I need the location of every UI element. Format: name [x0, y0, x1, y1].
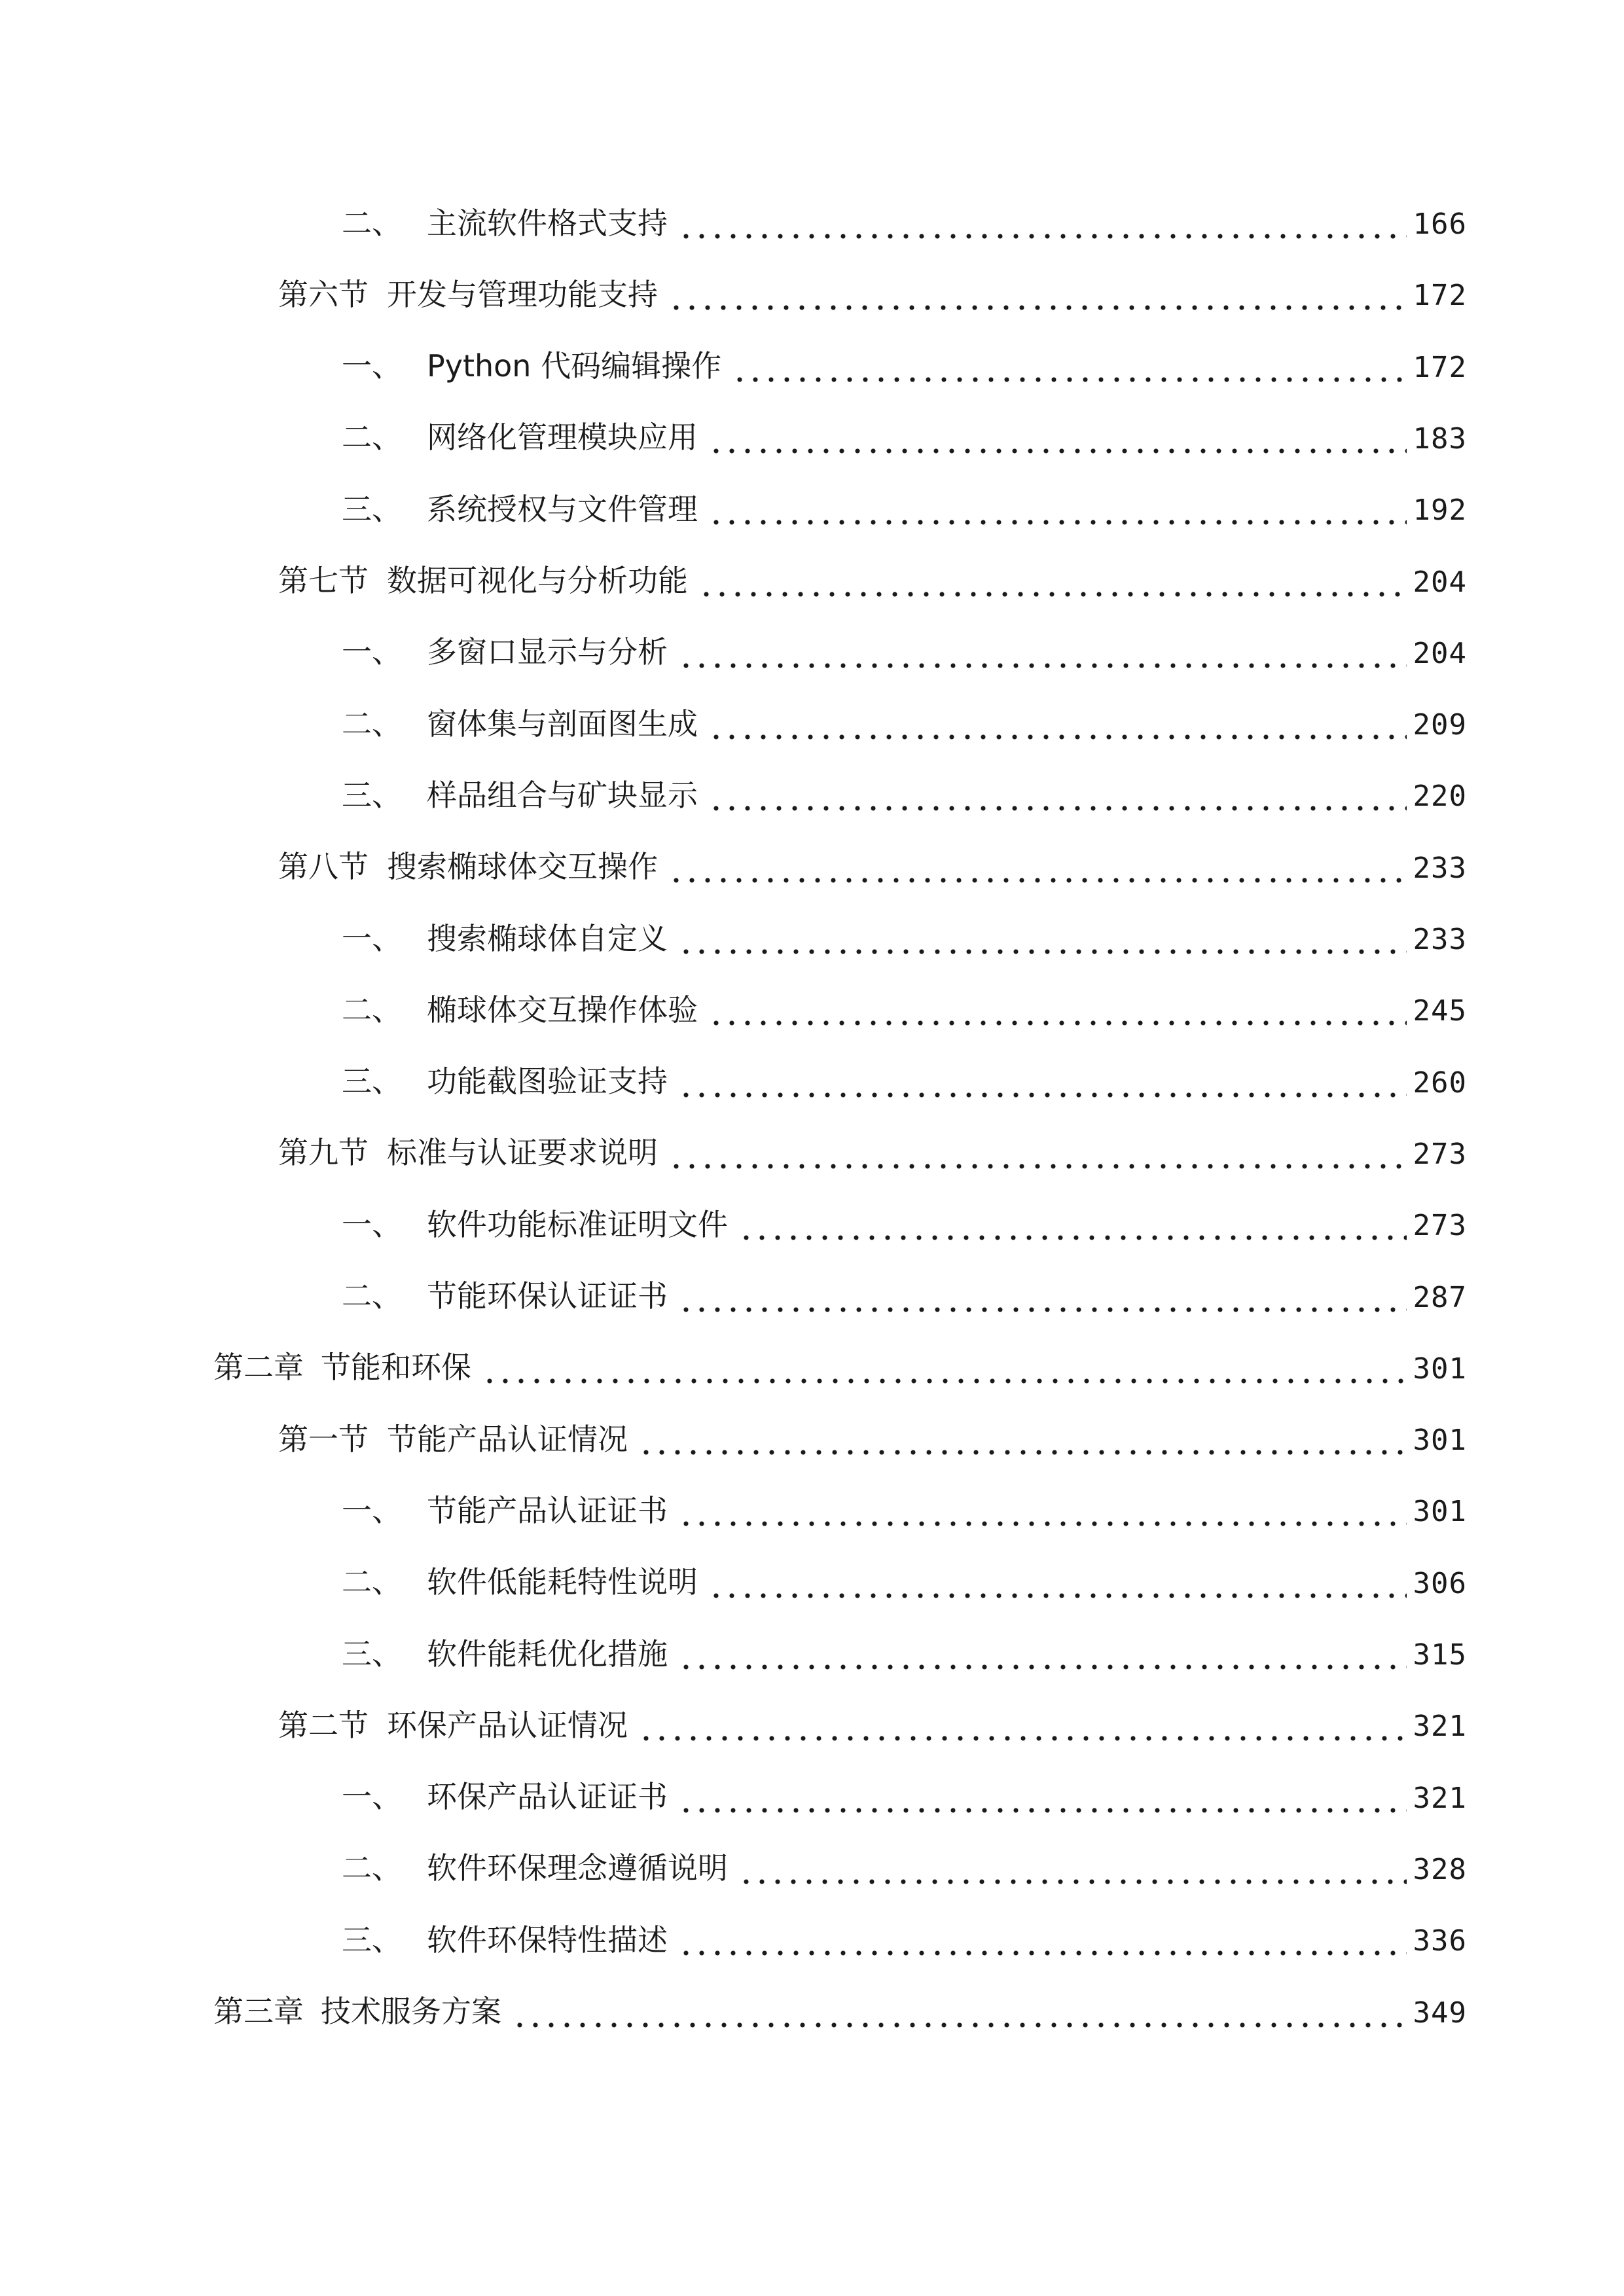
toc-entry-page-number: 260 — [1413, 1066, 1467, 1100]
toc-entry-page-number: 315 — [1413, 1638, 1467, 1672]
toc-entry-page-number: 204 — [1413, 565, 1467, 599]
toc-entry-section[interactable] — [278, 548, 1467, 600]
dot-leader — [637, 1712, 1407, 1742]
dot-leader — [677, 925, 1407, 955]
toc-entry-number: 三、 — [342, 1636, 402, 1672]
toc-entry-number: 一、 — [342, 1206, 402, 1242]
toc-entry-title: 环保产品认证证书 — [427, 1779, 668, 1815]
dot-leader — [677, 1068, 1407, 1098]
toc-entry-page-number: 301 — [1413, 1495, 1467, 1529]
toc-entry-page-number: 328 — [1413, 1852, 1467, 1886]
toc-entry-number: 第一节 — [278, 1421, 369, 1457]
toc-entry-number: 一、 — [342, 1492, 402, 1528]
toc-entry-section[interactable] — [278, 1406, 1467, 1458]
toc-entry-title: 节能和环保 — [321, 1350, 471, 1386]
toc-entry-page-number: 204 — [1413, 636, 1467, 670]
dot-leader — [707, 996, 1407, 1026]
toc-entry-number: 第八节 — [278, 849, 369, 885]
dot-leader — [677, 1926, 1407, 1956]
dot-leader — [737, 1211, 1407, 1241]
toc-entry-title: 软件能耗优化措施 — [427, 1636, 668, 1672]
toc-entry-chapter[interactable] — [213, 1979, 1467, 2031]
toc-entry-page-number: 220 — [1413, 780, 1467, 814]
dot-leader — [707, 1569, 1407, 1599]
toc-entry-item[interactable] — [342, 333, 1467, 386]
toc-entry-item[interactable] — [342, 1263, 1467, 1316]
dot-leader — [677, 1784, 1407, 1814]
dot-leader — [677, 1497, 1407, 1527]
toc-entry-title: 系统授权与文件管理 — [427, 491, 698, 527]
toc-entry-item[interactable] — [342, 404, 1467, 457]
toc-entry-page-number: 192 — [1413, 493, 1467, 528]
toc-entry-number: 一、 — [342, 920, 402, 956]
toc-entry-chapter[interactable] — [213, 1335, 1467, 1387]
toc-entry-section[interactable] — [278, 1120, 1467, 1172]
dot-leader — [697, 567, 1407, 598]
toc-entry-title: 开发与管理功能支持 — [387, 276, 658, 312]
toc-entry-page-number: 321 — [1413, 1710, 1467, 1744]
toc-entry-title: 环保产品认证情况 — [387, 1707, 628, 1743]
toc-entry-item[interactable] — [342, 905, 1467, 958]
toc-entry-title: 技术服务方案 — [321, 1994, 501, 2029]
toc-entry-number: 第三章 — [213, 1994, 304, 2029]
toc-entry-title: 椭球体交互操作体验 — [427, 992, 698, 1028]
toc-entry-page-number: 172 — [1413, 350, 1467, 384]
toc-entry-title: 搜索椭球体交互操作 — [387, 849, 658, 885]
dot-leader — [667, 1139, 1407, 1170]
dot-leader — [707, 424, 1407, 454]
toc-entry-item[interactable] — [342, 762, 1467, 814]
toc-entry-number: 第二节 — [278, 1707, 369, 1743]
toc-entry-item[interactable] — [342, 977, 1467, 1029]
toc-entry-number: 一、 — [342, 348, 402, 384]
toc-entry-item[interactable] — [342, 476, 1467, 528]
toc-entry-number: 二、 — [342, 205, 402, 241]
toc-entry-page-number: 321 — [1413, 1781, 1467, 1815]
toc-entry-title: 搜索椭球体自定义 — [427, 920, 668, 956]
toc-entry-title: 节能产品认证证书 — [427, 1492, 668, 1528]
toc-entry-number: 二、 — [342, 706, 402, 742]
dot-leader — [677, 209, 1407, 240]
toc-entry-item[interactable] — [342, 1049, 1467, 1101]
toc-entry-title: 数据可视化与分析功能 — [387, 563, 688, 598]
toc-entry-page-number: 287 — [1413, 1280, 1467, 1314]
toc-entry-item[interactable] — [342, 1835, 1467, 1888]
toc-entry-title: 功能截图验证支持 — [427, 1064, 668, 1100]
toc-entry-title: 多窗口显示与分析 — [427, 634, 668, 670]
toc-entry-page-number: 245 — [1413, 994, 1467, 1028]
toc-entry-page-number: 209 — [1413, 708, 1467, 742]
toc-entry-item[interactable] — [342, 190, 1467, 242]
toc-entry-section[interactable] — [278, 261, 1467, 314]
toc-entry-number: 第七节 — [278, 563, 369, 598]
toc-entry-number: 一、 — [342, 634, 402, 670]
toc-entry-number: 第六节 — [278, 276, 369, 312]
toc-entry-title: Python 代码编辑操作 — [427, 348, 722, 384]
dot-leader — [707, 710, 1407, 740]
toc-entry-number: 二、 — [342, 1278, 402, 1314]
toc-entry-section[interactable] — [278, 1692, 1467, 1744]
toc-entry-item[interactable] — [342, 1621, 1467, 1673]
toc-entry-page-number: 172 — [1413, 279, 1467, 313]
toc-entry-title: 软件功能标准证明文件 — [427, 1206, 728, 1242]
toc-entry-number: 二、 — [342, 992, 402, 1028]
toc-entry-title: 节能环保认证证书 — [427, 1278, 668, 1314]
toc-entry-page-number: 273 — [1413, 1209, 1467, 1243]
toc-entry-number: 二、 — [342, 1850, 402, 1886]
dot-leader — [667, 281, 1407, 311]
toc-entry-number: 第九节 — [278, 1135, 369, 1171]
toc-entry-page-number: 166 — [1413, 207, 1467, 241]
dot-leader — [707, 781, 1407, 812]
toc-entry-title: 标准与认证要求说明 — [387, 1135, 658, 1171]
dot-leader — [480, 1354, 1407, 1384]
toc-entry-item[interactable] — [342, 1477, 1467, 1530]
toc-entry-title: 网络化管理模块应用 — [427, 420, 698, 456]
toc-entry-number: 三、 — [342, 491, 402, 527]
toc-entry-number: 三、 — [342, 1064, 402, 1100]
dot-leader — [667, 853, 1407, 884]
toc-entry-section[interactable] — [278, 834, 1467, 886]
dot-leader — [637, 1426, 1407, 1456]
toc-entry-item[interactable] — [342, 1191, 1467, 1244]
dot-leader — [677, 1283, 1407, 1313]
toc-entry-number: 一、 — [342, 1779, 402, 1815]
toc-entry-number: 第二章 — [213, 1350, 304, 1386]
dot-leader — [511, 1998, 1407, 2028]
toc-entry-title: 软件环保特性描述 — [427, 1922, 668, 1958]
toc-entry-number: 三、 — [342, 777, 402, 813]
toc-entry-page-number: 233 — [1413, 851, 1467, 885]
dot-leader — [731, 353, 1406, 383]
toc-entry-title: 主流软件格式支持 — [427, 205, 668, 241]
toc-entry-title: 节能产品认证情况 — [387, 1421, 628, 1457]
toc-entry-item[interactable] — [342, 1549, 1467, 1602]
dot-leader — [737, 1855, 1407, 1885]
toc-entry-page-number: 233 — [1413, 923, 1467, 956]
dot-leader — [677, 1640, 1407, 1670]
toc-entry-title: 软件环保理念遵循说明 — [427, 1850, 728, 1886]
toc-entry-item[interactable] — [342, 691, 1467, 743]
toc-entry-item[interactable] — [342, 1764, 1467, 1816]
toc-entry-item[interactable] — [342, 619, 1467, 672]
dot-leader — [677, 639, 1407, 669]
toc-entry-page-number: 301 — [1413, 1352, 1467, 1386]
toc-entry-number: 二、 — [342, 1564, 402, 1600]
toc-entry-title: 软件低能耗特性说明 — [427, 1564, 698, 1600]
toc-entry-page-number: 349 — [1413, 1996, 1467, 2030]
toc-entry-title: 窗体集与剖面图生成 — [427, 706, 698, 742]
toc-entry-number: 二、 — [342, 420, 402, 456]
toc-entry-page-number: 336 — [1413, 1924, 1467, 1958]
toc-entry-page-number: 306 — [1413, 1566, 1467, 1600]
toc-entry-page-number: 273 — [1413, 1137, 1467, 1171]
toc-entry-page-number: 183 — [1413, 422, 1467, 456]
toc-entry-item[interactable] — [342, 1907, 1467, 1959]
dot-leader — [707, 495, 1407, 526]
toc-entry-title: 样品组合与矿块显示 — [427, 777, 698, 813]
toc-entry-page-number: 301 — [1413, 1424, 1467, 1458]
toc-entry-number: 三、 — [342, 1922, 402, 1958]
